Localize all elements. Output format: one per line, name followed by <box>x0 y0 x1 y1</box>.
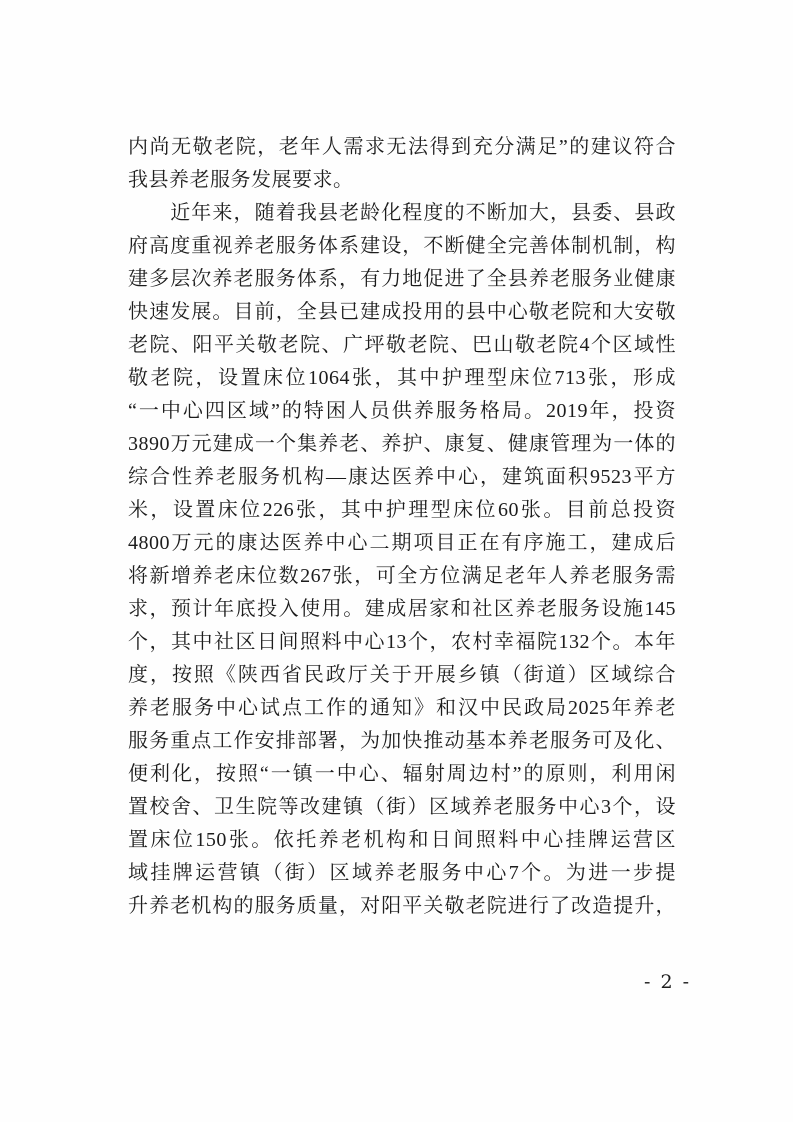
text-line: 近年来，随着我县老龄化程度的不断加大，县委、县政 <box>128 202 676 224</box>
text-line: “一中心四区域”的特困人员供养服务格局。2019年，投资 <box>128 400 676 422</box>
text-line: 府高度重视养老服务体系建设，不断健全完善体制机制，构 <box>128 235 676 257</box>
text-line: 求，预计年底投入使用。建成居家和社区养老服务设施145 <box>128 598 676 620</box>
text-line: 敬老院，设置床位1064张，其中护理型床位713张，形成 <box>128 367 676 389</box>
paragraph-1 <box>128 131 676 197</box>
text-line: 养老服务中心试点工作的通知》和汉中民政局2025年养老 <box>128 697 676 719</box>
document-body <box>128 131 676 923</box>
text-line: 4800万元的康达医养中心二期项目正在有序施工，建成后 <box>128 532 676 554</box>
text-line: 老院、阳平关敬老院、广坪敬老院、巴山敬老院4个区域性 <box>128 334 676 356</box>
text-line: 置校舍、卫生院等改建镇（街）区域养老服务中心3个，设 <box>128 796 676 818</box>
paragraph-2 <box>128 197 676 923</box>
text-line: 个，其中社区日间照料中心13个，农村幸福院132个。本年 <box>128 631 676 653</box>
text-line: 建多层次养老服务体系，有力地促进了全县养老服务业健康 <box>128 268 676 290</box>
text-line: 置床位150张。依托养老机构和日间照料中心挂牌运营区 <box>128 829 676 851</box>
text-line: 快速发展。目前，全县已建成投用的县中心敬老院和大安敬 <box>128 301 676 323</box>
page-number: - 2 - <box>643 971 691 993</box>
text-line: 升养老机构的服务质量，对阳平关敬老院进行了改造提升， <box>128 895 676 917</box>
text-line: 度，按照《陕西省民政厅关于开展乡镇（街道）区域综合 <box>128 664 676 686</box>
text-line: 米，设置床位226张，其中护理型床位60张。目前总投资 <box>128 499 676 521</box>
text-line: 服务重点工作安排部署，为加快推动基本养老服务可及化、 <box>128 730 676 752</box>
text-line: 综合性养老服务机构—康达医养中心，建筑面积9523平方 <box>128 466 676 488</box>
text-line: 3890万元建成一个集养老、养护、康复、健康管理为一体的 <box>128 433 676 455</box>
text-line: 便利化，按照“一镇一中心、辐射周边村”的原则，利用闲 <box>128 763 676 785</box>
text-line: 将新增养老床位数267张，可全方位满足老年人养老服务需 <box>128 565 676 587</box>
text-line: 内尚无敬老院，老年人需求无法得到充分满足”的建议符合 <box>128 136 676 158</box>
text-line: 我县养老服务发展要求。 <box>128 169 354 191</box>
text-line: 域挂牌运营镇（街）区域养老服务中心7个。为进一步提 <box>128 862 676 884</box>
